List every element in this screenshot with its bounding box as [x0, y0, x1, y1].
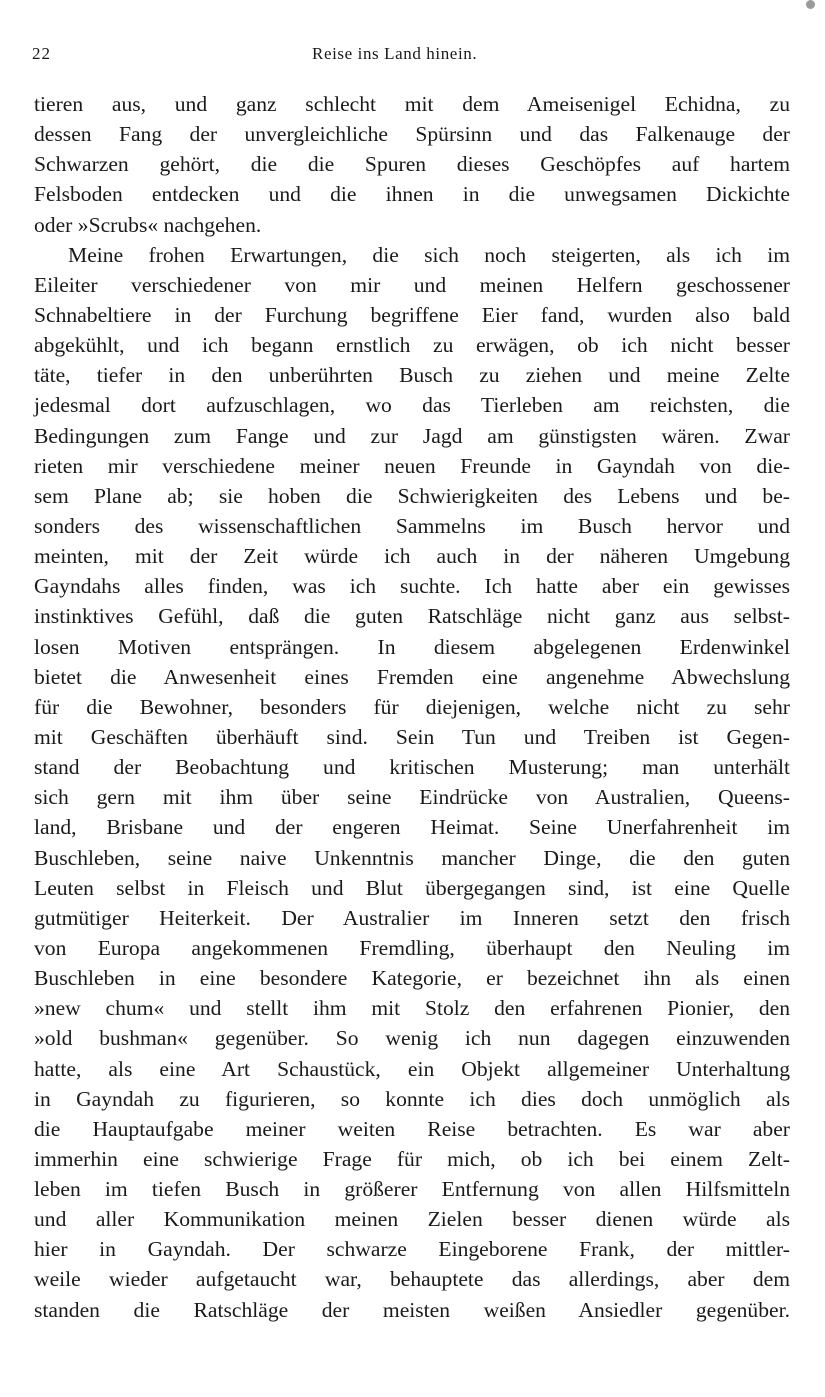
text-line: die Hauptaufgabe meiner weiten Reise betrachten. Es war aber — [34, 1116, 790, 1141]
text-line: rieten mir verschiedene meiner neuen Freunde in Gayndah von die- — [34, 453, 790, 478]
text-line: Meine frohen Erwartungen, die sich noch steigerten, als ich im — [68, 242, 790, 267]
text-line: hier in Gayndah. Der schwarze Eingeborene Frank, der mittler- — [34, 1237, 790, 1262]
text-line: land, Brisbane und der engeren Heimat. Seine Unerfahrenheit im — [34, 815, 790, 840]
text-line: immerhin eine schwierige Frage für mich, ob ich bei einem Zelt- — [34, 1146, 790, 1171]
text-line: sich gern mit ihm über seine Eindrücke von Australien, Queens- — [34, 785, 790, 810]
text-line: Buschleben in eine besondere Kategorie, er bezeichnet ihn als einen — [34, 966, 790, 991]
ink-speck — [806, 0, 815, 9]
text-line: und aller Kommunikation meinen Zielen besser dienen würde als — [34, 1207, 790, 1232]
text-line: losen Motiven entsprängen. In diesem abgelegenen Erdenwinkel — [34, 634, 790, 659]
text-line: abgekühlt, und ich begann ernstlich zu erwägen, ob ich nicht besser — [34, 333, 790, 358]
text-line: sem Plane ab; sie hoben die Schwierigkeiten des Lebens und be- — [34, 483, 790, 508]
running-head: Reise ins Land hinein. — [312, 44, 478, 63]
text-line: mit Geschäften überhäuft sind. Sein Tun und Treiben ist Gegen- — [34, 724, 790, 749]
text-line: Buschleben, seine naive Unkenntnis mancher Dinge, die den guten — [34, 845, 790, 870]
page-number: 22 — [32, 44, 51, 63]
page-header — [32, 44, 792, 68]
text-line: instinktives Gefühl, daß die guten Ratschläge nicht ganz aus selbst- — [34, 604, 790, 629]
text-line: standen die Ratschläge der meisten weißen Ansiedler gegenüber. — [34, 1297, 790, 1322]
text-line: tieren aus, und ganz schlecht mit dem Ameisenigel Echidna, zu — [34, 92, 790, 116]
text-line: dessen Fang der unvergleichliche Spürsinn und das Falkenauge der — [34, 122, 790, 147]
text-line: weile wieder aufgetaucht war, behauptete das allerdings, aber dem — [34, 1267, 790, 1292]
text-line: täte, tiefer in den unberührten Busch zu ziehen und meine Zelte — [34, 363, 790, 388]
text-line: sonders des wissenschaftlichen Sammelns im Busch hervor und — [34, 513, 790, 538]
text-line: leben im tiefen Busch in größerer Entfernung von allen Hilfsmitteln — [34, 1177, 790, 1202]
text-line: Eileiter verschiedener von mir und meinen Helfern geschossener — [34, 272, 790, 297]
text-line: stand der Beobachtung und kritischen Musterung; man unterhält — [34, 755, 790, 780]
text-line: meinten, mit der Zeit würde ich auch in der näheren Umgebung — [34, 544, 790, 569]
text-line: Schnabeltiere in der Furchung begriffene Eier fand, wurden also bald — [34, 302, 790, 327]
text-line: von Europa angekommenen Fremdling, überhaupt den Neuling im — [34, 935, 790, 960]
text-line: Schwarzen gehört, die die Spuren dieses Geschöpfes auf hartem — [34, 152, 790, 177]
text-line: für die Bewohner, besonders für diejenigen, welche nicht zu sehr — [34, 694, 790, 719]
text-line: Felsboden entdecken und die ihnen in die unwegsamen Dickichte — [34, 182, 790, 207]
text-line: Bedingungen zum Fange und zur Jagd am günstigsten wären. Zwar — [34, 423, 790, 448]
text-line: oder »Scrubs« nachgehen. — [34, 212, 262, 237]
text-line: bietet die Anwesenheit eines Fremden eine angenehme Abwechslung — [34, 664, 790, 689]
text-line: jedesmal dort aufzuschlagen, wo das Tierleben am reichsten, die — [34, 393, 790, 418]
text-line: »new chum« und stellt ihm mit Stolz den erfahrenen Pionier, den — [34, 996, 790, 1021]
text-line: gutmütiger Heiterkeit. Der Australier im Inneren setzt den frisch — [34, 905, 790, 930]
body-text — [34, 89, 790, 1325]
text-line: hatte, als eine Art Schaustück, ein Objekt allgemeiner Unterhaltung — [34, 1056, 790, 1081]
text-line: »old bushman« gegenüber. So wenig ich nun dagegen einzuwenden — [34, 1026, 790, 1051]
text-line: Gayndahs alles finden, was ich suchte. Ich hatte aber ein gewisses — [34, 574, 790, 599]
text-line: Leuten selbst in Fleisch und Blut übergegangen sind, ist eine Quelle — [34, 875, 790, 900]
text-line: in Gayndah zu figurieren, so konnte ich dies doch unmöglich als — [34, 1086, 790, 1111]
